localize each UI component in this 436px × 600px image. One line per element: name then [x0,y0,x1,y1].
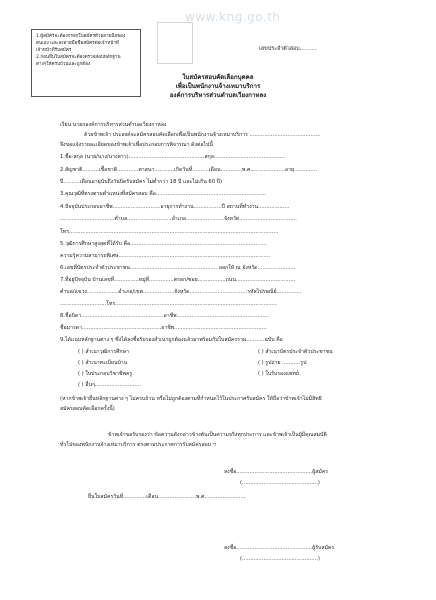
field-mother[interactable]: ชื่อมารดา................................................อาชีพ........................................................ [60,325,267,331]
checkbox-education-copy[interactable]: ( ) สำเนาวุฒิการศึกษา [78,349,129,355]
field-phone[interactable]: โทร............................................................................................................................... [60,229,279,235]
form-title-2: เพื่อเป็นพนักงานจ้างเหมาบริการ [175,83,261,90]
field-qualification[interactable]: 3.คุณวุฒิที่ตรงตามตำแหน่งที่สมัครสอบ คือ................................................................... [60,191,267,197]
note-line-1: 1.ผู้สมัครจะต้องกรอกใบสมัครด้วยลายมือของ [36,34,126,39]
field-workplace-address[interactable]: .................................ตำบล...........................อำเภอ.......................จังหวัด................................... [60,216,297,222]
attachments-heading: 9.ได้แนบหลักฐานต่าง ๆ ซึ่งได้ลงชื่อรับรองสำเนาถูกต้องแล้วมาพร้อมกับใบสมัครรวม...........ฉบับ คือ [60,337,283,343]
form-title-3: องค์การบริหารส่วนตำบลเวียงกาหลง [169,92,267,99]
field-occupation[interactable]: 4.ปัจจุบันประกอบอาชีพ.............................อายุการทำงาน.................ปี สถานที่ทำงาน................... [60,204,290,210]
receiver-name[interactable]: (..............................................) [240,556,320,562]
application-number: เลขประจำตัวสอบ.......... [259,46,317,52]
checkbox-medical-certificate[interactable]: ( ) ใบรับรองแพทย์ [258,371,299,377]
intro-line-2: จึงขอแจ้งรายละเอียดของข้าพเจ้าเพื่อประกอบการพิจารณา ดังต่อไปนี้ [60,142,213,148]
disclaimer-line-2: สมัครสอบคัดเลือกครั้งนี้) [60,406,115,412]
field-father[interactable]: 8.ชื่อบิดา..................................................อาชีพ........................................................ [60,313,269,319]
note-line-3: เจ้าหน้าที่รับสมัคร [36,48,72,53]
field-education[interactable]: 5.วุฒิการศึกษาสูงสุดที่ได้รับ คือ................................................................................... [60,241,267,247]
applicant-name[interactable]: (..............................................) [240,480,320,486]
field-address-phone[interactable]: ............................โทร.................................................................................................. [60,301,277,307]
checkbox-teacher-license[interactable]: ( ) ใบประกอบวิชาชีพครู [78,371,133,377]
submission-date[interactable]: ยื่นใบสมัครวันที่..............เดือน.......................พ.ศ......................... [88,494,246,500]
field-nationality[interactable]: 2.สัญชาติ..........เชื้อชาติ.............ศาสนา............เกิดวันที่..........เดือน.............พ.ศ.....................อายุ.............. [60,167,318,173]
field-special-skills[interactable]: ความรู้ความสามารถพิเศษ............................................................................................ [60,253,271,259]
field-district[interactable]: ตำบล/แขวง...................อำเภอ/เขต...................จังหวัด...................................รหัสไปรษณีย์............... [60,289,302,295]
photo-placeholder-icon [157,22,193,64]
field-current-address[interactable]: 7.ที่อยู่ปัจจุบัน บ้านเลขที่...............หมู่ที่...............ตรอก/ซอย.................ถนน.................................... [60,277,296,283]
checkbox-other[interactable]: ( ) อื่นๆ............................ [78,382,141,388]
checkbox-photo[interactable]: ( ) รูปถ่าย ...........รูป [258,360,307,366]
disclaimer-line-1: (หากข้าพเจ้ายื่นหลักฐานต่าง ๆ ไม่ครบถ้วน หรือไม่ถูกต้องตามที่กำหนดไว้ในประกาศรับสมัคร ให้ถือว่าข้าพเจ้าไม่มีสิทธิ [60,396,322,402]
note-line-5: ต่างๆให้ครบถ้วนและถูกต้อง [36,62,91,67]
note-line-2: ตนเอง และลงลายมือชื่อสมัครต่อเจ้าหน้าที่ [36,41,119,46]
field-name[interactable]: 1.ชื่อ-สกุล (นาย/นาง/นางสาว)..............................................สกุล........................................... [60,154,285,160]
checkbox-id-card-copy[interactable]: ( ) สำเนาบัตรประจำตัวประชาชน [258,349,333,355]
form-title-1: ใบสมัครสอบคัดเลือกบุคคล [182,74,254,81]
applicant-signature[interactable]: ลงชื่อ..............................................ผู้สมัคร [224,469,329,475]
checkbox-house-registration[interactable]: ( ) สำเนาทะเบียนบ้าน [78,360,128,366]
receiver-signature[interactable]: ลงชื่อ..............................................ผู้รับสมัคร [224,545,335,551]
watermark: www.kng.go.th [185,10,281,24]
certification-line-2: ทั่วไปของพนักงานจ้างเหมาบริการ ตรงตามประกาศการรับสมัครสอบ ฯ [60,442,216,448]
note-line-4: 2.ก่อนยื่นใบสมัครจะต้องตรวจสอบหลักฐาน [36,55,121,60]
intro-line: ด้วยข้าพเจ้า ประสงค์จะสมัครสอบคัดเลือกเพื่อเป็นพนักงานจ้างเหมาบริการ ........................................... [84,132,321,138]
certification-line-1: ข้าพเจ้าขอรับรองว่า ข้อความดังกล่าวข้างต้นเป็นความจริงทุกประการ และข้าพเจ้าเป็นผู้มีคุณสมบัติ [108,432,327,438]
salutation: เรียน นายกองค์การบริหารส่วนตำบลเวียงกาหลง [60,122,167,128]
field-age[interactable]: ปี..........เดือนอายุนับถึงวันปิดรับสมัคร ไม่ต่ำกว่า 18 ปี และไม่เกิน 60 ปี) [60,179,222,185]
field-id-card[interactable]: 6.เลขที่บัตรประจำตัวประชาชน..................................................... ออกให้ ณ จังหวัด....................... [60,265,296,271]
